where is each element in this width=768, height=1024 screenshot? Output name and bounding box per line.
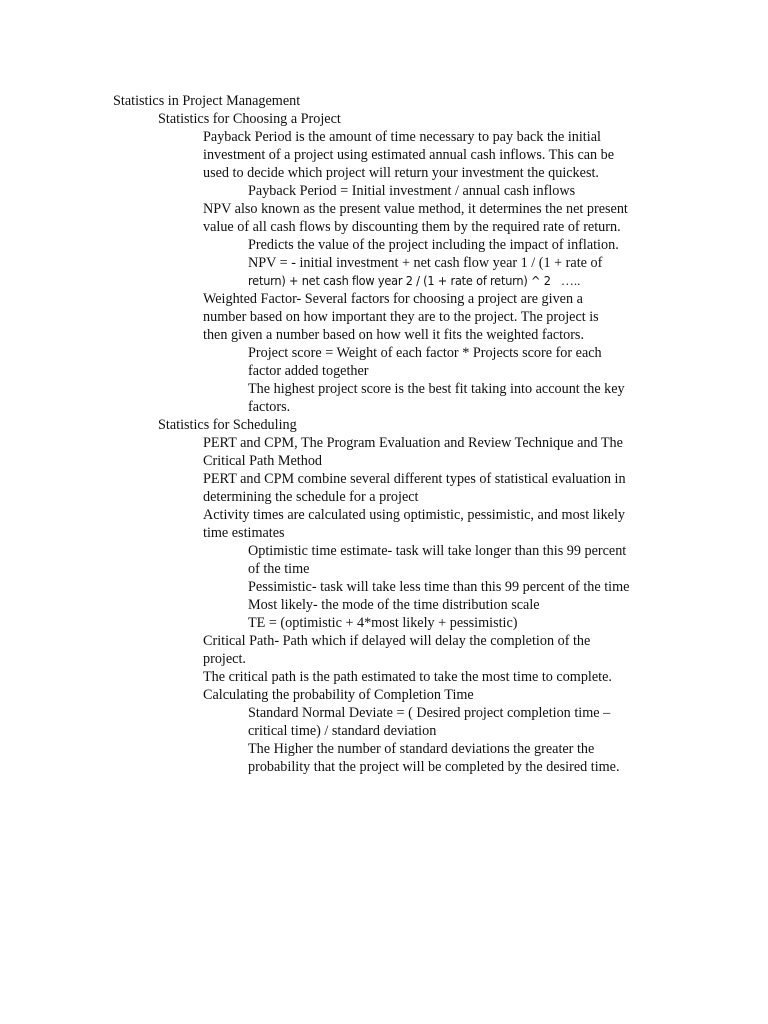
weighted-line-3: then given a number based on how well it fits the weighted factors.	[203, 327, 584, 343]
score-line-1: Project score = Weight of each factor * Projects score for each	[248, 345, 602, 361]
snd-line-1: Standard Normal Deviate = ( Desired project completion time –	[248, 705, 611, 721]
combine-line-1: PERT and CPM combine several different types of statistical evaluation in	[203, 471, 626, 487]
pert-line-1: PERT and CPM, The Program Evaluation and Review Technique and The	[203, 435, 623, 451]
highest-line-1: The highest project score is the best fit taking into account the key	[248, 381, 625, 397]
payback-line-1: Payback Period is the amount of time necessary to pay back the initial	[203, 129, 601, 145]
npv-line-2: value of all cash flows by discounting them by the required rate of return.	[203, 219, 621, 235]
optimistic-line-1: Optimistic time estimate- task will take longer than this 99 percent	[248, 543, 627, 559]
critical-estimate-line: The critical path is the path estimated to take the most time to complete.	[203, 669, 612, 685]
payback-line-2: investment of a project using estimated annual cash inflows. This can be	[203, 147, 615, 163]
snd-line-2: critical time) / standard deviation	[248, 723, 437, 739]
section-heading-choosing: Statistics for Choosing a Project	[158, 111, 341, 127]
npv-formula-line-1: NPV = - initial investment + net cash flow year 1 / (1 + rate of	[248, 255, 603, 271]
pessimistic-line: Pessimistic- task will take less time than this 99 percent of the time	[248, 579, 630, 595]
section-heading-scheduling: Statistics for Scheduling	[158, 417, 297, 433]
npv-formula-text: return) + net cash flow year 2 / (1 + rate of return) ^ 2	[248, 273, 551, 288]
highest-line-2: factors.	[248, 399, 291, 415]
higher-line-2: probability that the project will be completed by the desired time.	[248, 759, 620, 775]
weighted-line-1: Weighted Factor- Several factors for choosing a project are given a	[203, 291, 583, 307]
critical-line-1: Critical Path- Path which if delayed will delay the completion of the	[203, 633, 591, 649]
critical-line-2: project.	[203, 651, 246, 667]
pert-line-2: Critical Path Method	[203, 453, 323, 469]
npv-predicts: Predicts the value of the project including the impact of inflation.	[248, 237, 619, 253]
probability-heading: Calculating the probability of Completion Time	[203, 687, 474, 703]
score-line-2: factor added together	[248, 363, 369, 379]
activity-line-2: time estimates	[203, 525, 285, 541]
most-likely-line: Most likely- the mode of the time distribution scale	[248, 597, 540, 613]
npv-line-1: NPV also known as the present value method, it determines the net present	[203, 201, 628, 217]
payback-line-3: used to decide which project will return your investment the quickest.	[203, 165, 599, 181]
combine-line-2: determining the schedule for a project	[203, 489, 419, 505]
npv-formula-ellipsis: …..	[560, 273, 581, 288]
te-formula: TE = (optimistic + 4*most likely + pessimistic)	[248, 615, 518, 631]
activity-line-1: Activity times are calculated using optimistic, pessimistic, and most likely	[203, 507, 626, 523]
npv-formula-line-2	[248, 272, 580, 290]
payback-formula: Payback Period = Initial investment / annual cash inflows	[248, 183, 576, 199]
weighted-line-2: number based on how important they are to the project. The project is	[203, 309, 599, 325]
doc-title: Statistics in Project Management	[113, 93, 301, 109]
optimistic-line-2: of the time	[248, 561, 310, 577]
higher-line-1: The Higher the number of standard deviations the greater the	[248, 741, 595, 757]
